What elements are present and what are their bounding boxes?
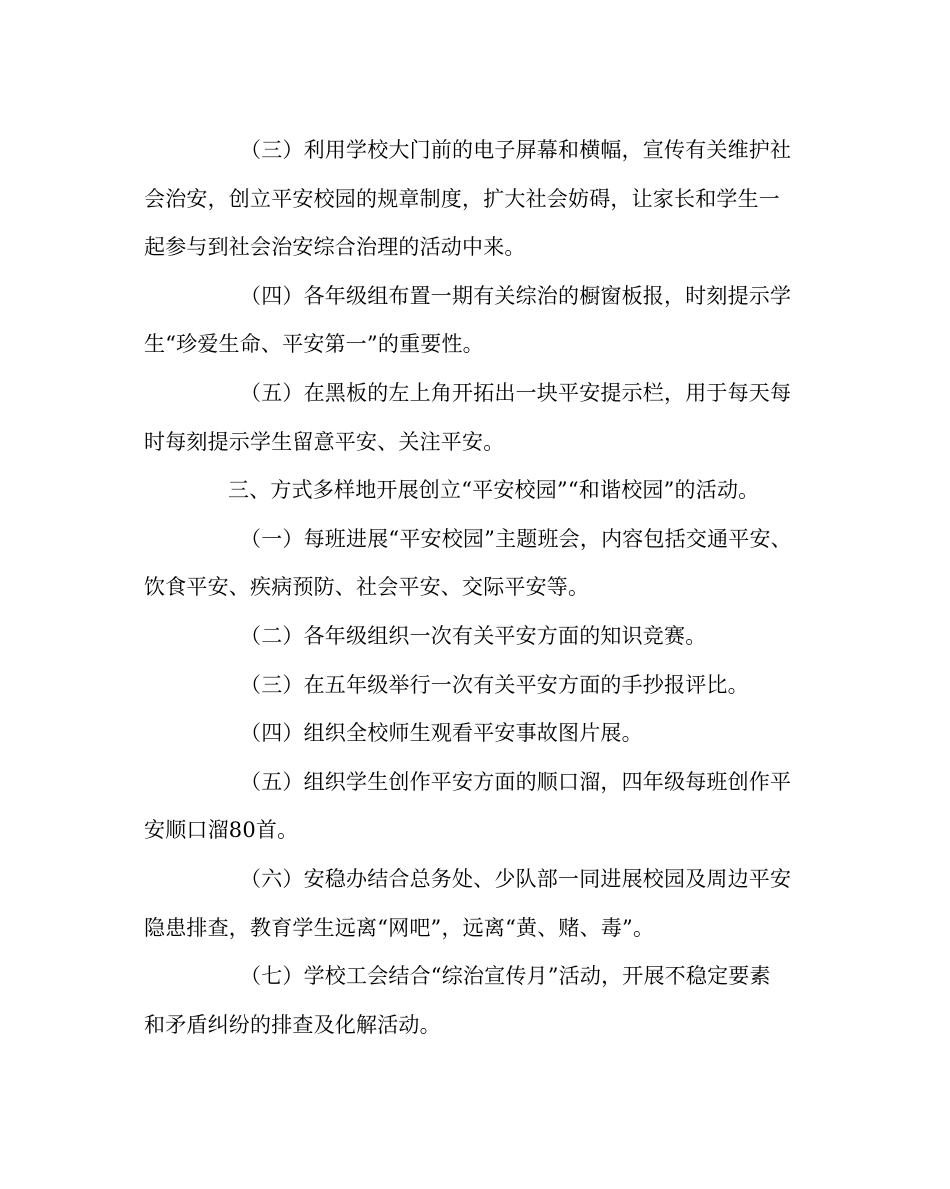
- text-line: （三）在五年级举行一次有关平安方面的手抄报评比。: [240, 672, 749, 697]
- text-line: 安顺口溜80首。: [144, 818, 299, 843]
- paragraph-item-5-rhymes: [144, 758, 816, 855]
- text-line: （五）在黑板的左上角开拓出一块平安提示栏，用于每天每: [240, 380, 792, 405]
- text-line: （二）各年级组织一次有关平安方面的知识竞赛。: [240, 623, 707, 648]
- paragraph-item-4-window-board: [144, 272, 816, 369]
- paragraph-item-6-hazard-inspection: [144, 855, 816, 952]
- text-line: （五）组织学生创作平安方面的顺口溜，四年级每班创作平: [240, 769, 792, 794]
- paragraph-item-2-knowledge-contest: [144, 612, 816, 661]
- paragraph-item-3-screen-banner: [144, 126, 816, 272]
- text-line: 起参与到社会治安综合治理的活动中来。: [144, 235, 526, 260]
- text-line: 和矛盾纠纷的排查及化解活动。: [144, 1012, 441, 1037]
- section-heading-3: [144, 466, 816, 515]
- text-line: （四）各年级组布置一期有关综治的橱窗板报，时刻提示学: [240, 283, 792, 308]
- text-line: （四）组织全校师生观看平安事故图片展。: [240, 721, 643, 746]
- text-line: （三）利用学校大门前的电子屏幕和横幅，宣传有关维护社: [240, 138, 792, 162]
- paragraph-item-1-class-meeting: [144, 515, 816, 612]
- text-line: （六）安稳办结合总务处、少队部一同进展校园及周边平安: [240, 866, 792, 891]
- text-line: （一）每班进展“平安校园”主题班会，内容包括交通平安、: [240, 526, 792, 551]
- paragraph-item-4-photo-exhibition: [144, 709, 816, 758]
- paragraph-item-3-handwritten-newspaper: [144, 661, 816, 710]
- paragraph-item-7-union-activity: [144, 952, 816, 1049]
- document-body: [144, 126, 816, 1049]
- text-line: （七）学校工会结合“综治宣传月”活动，开展不稳定要素: [240, 964, 771, 989]
- text-line: 饮食平安、疾病预防、社会平安、交际平安等。: [144, 575, 590, 600]
- text-line: 时每刻提示学生留意平安、关注平安。: [144, 429, 505, 454]
- heading-line: 三、方式多样地开展创立“平安校园”“和谐校园”的活动。: [228, 478, 760, 503]
- text-line: 隐患排查，教育学生远离“网吧”，远离“黄、赌、毒”。: [144, 915, 655, 940]
- text-line: 生“珍爱生命、平安第一”的重要性。: [144, 332, 484, 357]
- paragraph-item-5-blackboard: [144, 369, 816, 466]
- text-line: 会治安，创立平安校园的规章制度，扩大社会妨碍，让家长和学生一: [144, 186, 780, 211]
